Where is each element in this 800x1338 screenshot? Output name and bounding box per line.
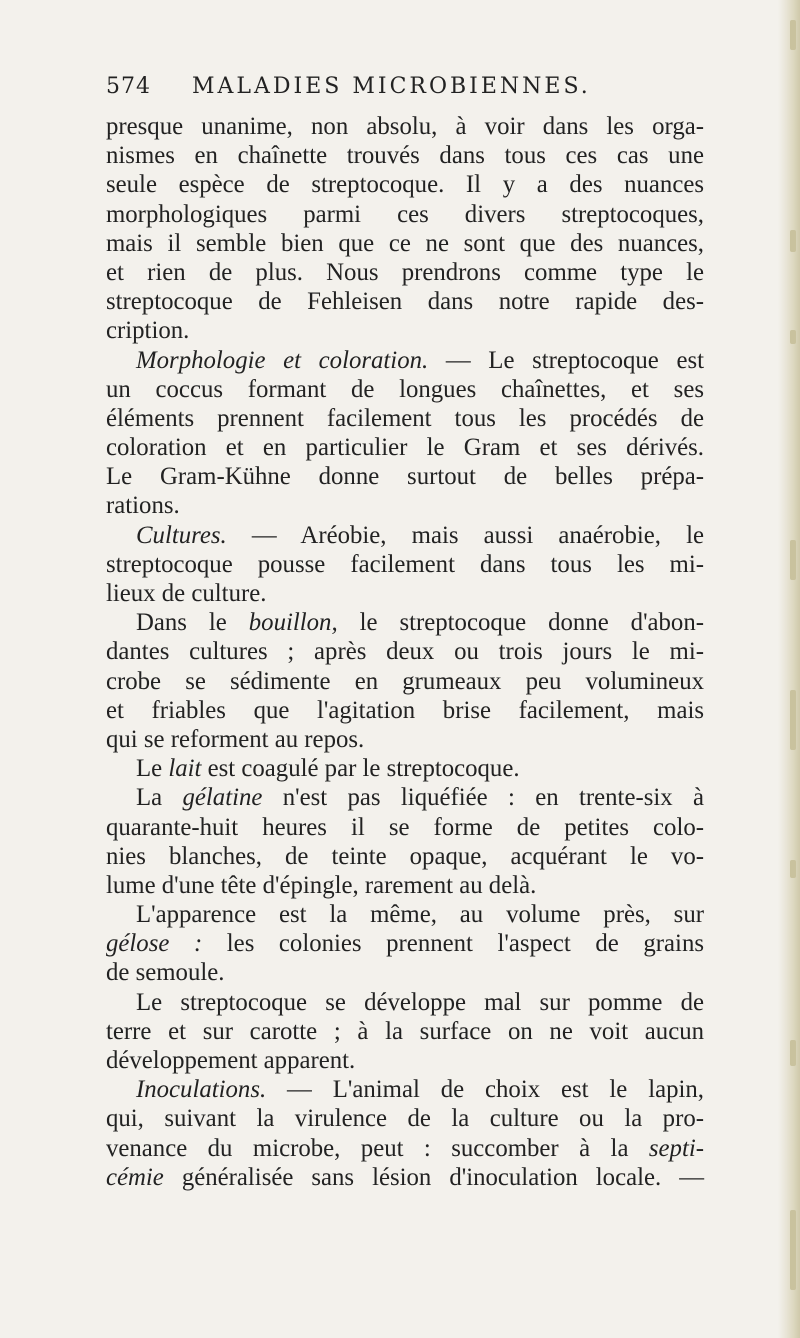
text-line: lieux de culture. — [106, 580, 267, 607]
text-line: lume d'une tête d'épingle, rarement au delà. — [106, 871, 537, 899]
section-heading-line: Morphologie et coloration. — Le streptocoque est — [136, 346, 704, 374]
section-heading: Cultures. — [136, 521, 227, 549]
text-line: éléments prennent facilement tous les procédés de — [106, 404, 704, 432]
text-line: morphologiques parmi ces divers streptocoques, — [106, 200, 704, 228]
term-italic: septi- — [648, 1134, 704, 1162]
page-header — [106, 70, 706, 110]
text-line: nies blanches, de teinte opaque, acquérant le vo- — [106, 842, 704, 870]
text-line: mais il semble bien que ce ne sont que des nuances, — [106, 229, 704, 257]
section-heading: Morphologie et coloration. — [136, 346, 429, 374]
text-line: Le Gram-Kühne donne surtout de belles prépa- — [106, 463, 704, 491]
text-line: rations. — [106, 492, 180, 520]
text-line: et rien de plus. Nous prendrons comme type le — [106, 258, 704, 286]
text-line: qui se reforment au repos. — [106, 725, 365, 753]
text-line: cription. — [106, 317, 190, 345]
medium-name: lait — [168, 755, 202, 783]
text-line: nismes en chaînette trouvés dans tous ces cas une — [106, 142, 704, 170]
text-line: streptocoque de Fehleisen dans notre rapide des- — [106, 288, 704, 316]
text-line: seule espèce de streptocoque. Il y a des nuances — [106, 171, 704, 199]
section-heading: Inoculations. — [136, 1076, 267, 1104]
text-line: qui, suivant la virulence de la culture ou la pro- — [106, 1105, 704, 1133]
text-line: Le streptocoque se développe mal sur pomme de — [136, 988, 704, 1016]
text-line: un coccus formant de longues chaînettes, et ses — [106, 375, 704, 403]
term-italic: cémie — [106, 1163, 164, 1191]
medium-name: gélatine — [182, 784, 263, 812]
text-line: venance du microbe, peut : succomber à la septi- — [106, 1134, 704, 1162]
section-heading-line: Inoculations. — L'animal de choix est le lapin, — [136, 1076, 704, 1104]
text-line: crobe se sédimente en grumeaux peu volumineux — [106, 667, 704, 695]
section-heading-line: Cultures. — Aréobie, mais aussi anaérobie, le — [136, 521, 704, 549]
text-line: cémie généralisée sans lésion d'inoculation locale. — — [106, 1163, 704, 1191]
text-line: terre et sur carotte ; à la surface on ne voit aucun — [106, 1017, 704, 1045]
text-line: gélose : les colonies prennent l'aspect de grains — [106, 930, 704, 958]
page-edge-marks — [786, 0, 796, 1338]
text-line: développement apparent. — [106, 1047, 356, 1074]
text-line: Dans le bouillon, le streptocoque donne d'abon- — [136, 609, 704, 637]
text-line: Le lait est coagulé par le streptocoque. — [136, 755, 520, 783]
medium-name: gélose : — [106, 930, 203, 958]
text-line: streptocoque pousse facilement dans tous les mi- — [106, 550, 704, 578]
text-line: L'apparence est la même, au volume près, sur — [136, 901, 704, 929]
text-line: coloration et en particulier le Gram et ses dérivés. — [106, 434, 704, 462]
text-line: de semoule. — [106, 959, 225, 987]
text-line: La gélatine n'est pas liquéfiée : en trente-six à — [136, 784, 705, 812]
page-edge — [778, 0, 800, 1338]
page-number: 574 — [106, 74, 151, 99]
medium-name: bouillon, — [248, 609, 338, 637]
text-line: quarante-huit heures il se forme de petites colo- — [106, 813, 704, 841]
text-line: dantes cultures ; après deux ou trois jours le mi- — [106, 638, 704, 666]
text-line: presque unanime, non absolu, à voir dans les orga- — [106, 113, 704, 140]
text-line: et friables que l'agitation brise facilement, mais — [106, 696, 704, 724]
running-head: MALADIES MICROBIENNES. — [192, 74, 591, 99]
body-text — [106, 112, 704, 1192]
